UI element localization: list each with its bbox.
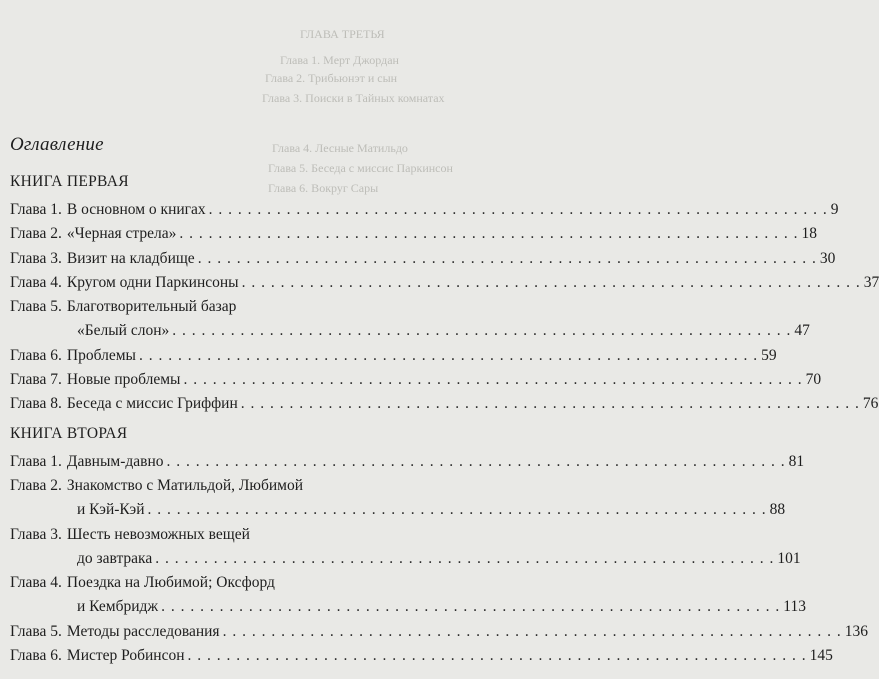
toc-entry-line: [10, 295, 404, 319]
chapter-number: Глава 4.: [10, 273, 62, 291]
dot-leader: [172, 319, 791, 343]
chapter-title: Мистер Робинсон: [66, 647, 185, 665]
dot-leader: [241, 392, 860, 416]
book-title: КНИГА ВТОРАЯ: [10, 424, 128, 442]
chapter-title: Поездка на Любимой; Оксфорд: [66, 574, 275, 592]
dot-leader: [188, 644, 807, 668]
toc-entry[interactable]: [10, 450, 805, 474]
chapter-title: Беседа с миссис Гриффин: [66, 395, 238, 413]
toc-entry[interactable]: [10, 523, 801, 572]
bleed-line: Глава 6. Вокруг Сары: [268, 181, 379, 195]
chapter-title: «Черная стрела»: [66, 225, 177, 243]
chapter-number: Глава 6.: [10, 647, 62, 665]
toc-entry[interactable]: [10, 368, 822, 392]
toc-entry[interactable]: [10, 247, 836, 271]
chapter-number: Глава 2.: [10, 225, 62, 243]
chapter-title: Знакомство с Матильдой, Любимой: [66, 476, 304, 494]
dot-leader: [223, 620, 842, 644]
page-number: 9: [830, 201, 839, 218]
chapter-title: В основном о книгах: [66, 201, 206, 218]
bleed-line: Глава 2. Трибьюнэт и сын: [265, 71, 398, 85]
toc-entry-line: [10, 271, 879, 295]
toc-entry-line: [10, 319, 810, 343]
toc-entry-line: [10, 547, 801, 571]
toc-entry-line: [10, 392, 879, 416]
chapter-number: Глава 1.: [10, 201, 62, 218]
chapter-number: Глава 3.: [10, 525, 62, 543]
toc-entry-line: [10, 344, 777, 368]
page-number: 101: [777, 549, 801, 567]
toc-entry[interactable]: [10, 271, 879, 295]
toc-books: [10, 170, 879, 668]
page-number: 136: [844, 622, 868, 640]
toc-entry[interactable]: [10, 295, 810, 344]
dot-leader: [242, 271, 861, 295]
page-number: 47: [794, 322, 810, 340]
dot-leader: [161, 595, 780, 619]
dot-leader: [155, 547, 774, 571]
toc-entry-line: [10, 198, 839, 222]
book-section: [10, 422, 868, 669]
toc-entry[interactable]: [10, 392, 879, 416]
toc-entry[interactable]: [10, 571, 806, 620]
dot-leader: [167, 450, 786, 474]
toc-entry[interactable]: [10, 198, 839, 222]
chapter-title: Шесть невозможных вещей: [66, 525, 250, 543]
dot-leader: [139, 344, 758, 368]
toc-title: Оглавление: [10, 134, 104, 155]
toc-entry[interactable]: [10, 474, 786, 523]
book-title: КНИГА ПЕРВАЯ: [10, 173, 129, 190]
dot-leader: [198, 247, 817, 271]
page-number: 76: [862, 395, 879, 413]
bleed-line: ГЛАВА ТРЕТЬЯ: [300, 27, 385, 41]
toc-entry-line: [10, 474, 404, 498]
bleed-line: Глава 5. Беседа с миссис Паркинсон: [268, 161, 453, 175]
toc-entry-line: [10, 247, 836, 271]
chapter-title: Давным-давно: [66, 452, 164, 470]
chapter-number: Глава 5.: [10, 622, 62, 640]
bleed-line: Глава 4. Лесные Матильдо: [272, 141, 408, 155]
page-number: 18: [801, 225, 817, 243]
toc-entry-line: [10, 222, 817, 246]
dot-leader: [183, 368, 802, 392]
toc-entry-line: [10, 368, 822, 392]
chapter-number: Глава 6.: [10, 346, 62, 364]
chapter-number: Глава 3.: [10, 249, 62, 267]
page-number: 88: [769, 501, 786, 519]
chapter-number: Глава 1.: [10, 452, 62, 470]
page-number: 145: [809, 647, 833, 665]
toc-entry-line: [10, 644, 833, 668]
toc-entry[interactable]: [10, 644, 833, 668]
dot-leader: [179, 222, 798, 246]
book-section: [10, 170, 879, 417]
chapter-title: и Кэй-Кэй: [77, 501, 145, 519]
chapter-title: Благотворительный базар: [66, 298, 237, 316]
chapter-title: Проблемы: [66, 346, 136, 364]
chapter-number: Глава 7.: [10, 371, 62, 389]
toc-entry-line: [10, 595, 806, 619]
chapter-title: Методы расследования: [66, 622, 220, 640]
page-number: 81: [788, 452, 805, 470]
chapter-title: Новые проблемы: [66, 371, 181, 389]
toc-entry-line: [10, 620, 868, 644]
toc-entry-line: [10, 450, 805, 474]
toc-entry[interactable]: [10, 344, 777, 368]
chapter-title: «Белый слон»: [77, 322, 170, 340]
toc-entry-line: [10, 523, 404, 547]
bleed-line: Глава 3. Поиски в Тайных комнатах: [262, 91, 445, 105]
page-number: 70: [805, 371, 822, 389]
chapter-number: Глава 4.: [10, 574, 62, 592]
bleed-line: Глава 1. Мерт Джордан: [280, 53, 399, 67]
chapter-title: Кругом одни Паркинсоны: [66, 273, 239, 291]
table-of-contents: [10, 132, 879, 668]
chapter-number: Глава 2.: [10, 476, 62, 494]
toc-entry-line: [10, 571, 404, 595]
chapter-title: до завтрака: [77, 549, 153, 567]
toc-entry[interactable]: [10, 222, 817, 246]
page-number: 30: [819, 249, 836, 267]
page-number: 37: [863, 273, 879, 291]
dot-leader: [148, 498, 767, 522]
toc-entry-line: [10, 498, 786, 522]
chapter-title: Визит на кладбище: [66, 249, 195, 267]
chapter-number: Глава 5.: [10, 298, 62, 316]
chapter-number: Глава 8.: [10, 395, 62, 413]
page-number: 113: [783, 598, 806, 616]
chapter-title: и Кембридж: [77, 598, 159, 616]
page-number: 59: [761, 346, 777, 364]
dot-leader: [209, 198, 828, 222]
toc-entry[interactable]: [10, 620, 868, 644]
